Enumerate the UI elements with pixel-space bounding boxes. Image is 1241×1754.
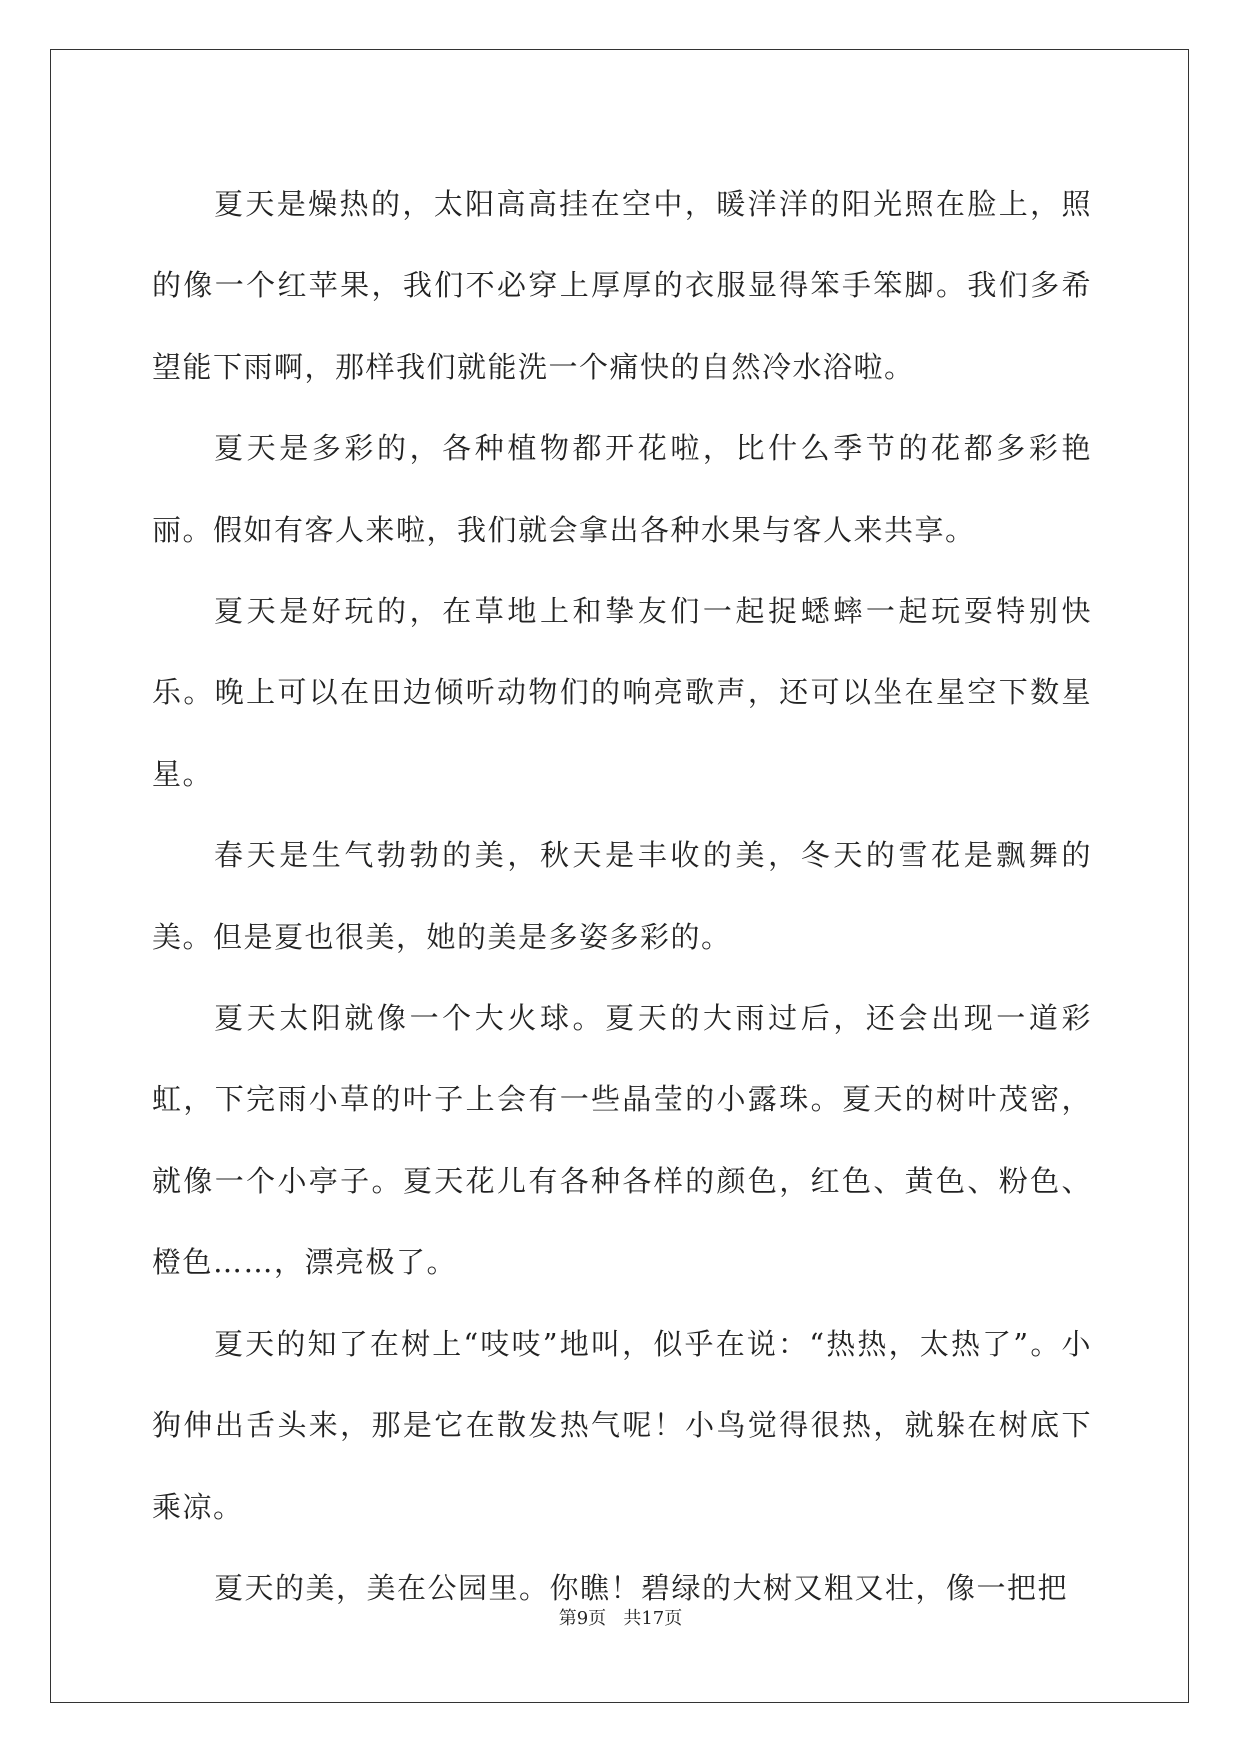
current-page-number: 第9页	[558, 1608, 607, 1629]
paragraph-7: 夏天的美，美在公园里。你瞧！碧绿的大树又粗又壮，像一把把	[214, 1570, 1069, 1605]
paragraph-5: 夏天太阳就像一个大火球。夏天的大雨过后，还会出现一道彩虹，下完雨小草的叶子上会有一些晶莹的小露珠。夏天的树叶茂密，就像一个小亭子。夏天花儿有各种各样的颜色，红色、黄色、粉色、橙色……，漂亮极了。	[152, 1001, 1092, 1280]
page-footer	[0, 1604, 1241, 1630]
paragraph-4: 春天是生气勃勃的美，秋天是丰收的美，冬天的雪花是飘舞的美。但是夏也很美，她的美是多姿多彩的。	[152, 838, 1092, 954]
paragraph-2: 夏天是多彩的，各种植物都开花啦，比什么季节的花都多彩艳丽。假如有客人来啦，我们就会拿出各种水果与客人来共享。	[152, 431, 1092, 547]
paragraph-6: 夏天的知了在树上“吱吱”地叫，似乎在说：“热热，太热了”。小狗伸出舌头来，那是它在散发热气呢！小鸟觉得很热，就躲在树底下乘凉。	[152, 1326, 1092, 1524]
document-body	[152, 164, 1092, 1629]
paragraph-1: 夏天是燥热的，太阳高高挂在空中，暖洋洋的阳光照在脸上，照的像一个红苹果，我们不必穿上厚厚的衣服显得笨手笨脚。我们多希望能下雨啊，那样我们就能洗一个痛快的自然冷水浴啦。	[152, 187, 1092, 384]
total-pages: 共17页	[623, 1608, 683, 1629]
footer-spacer	[606, 1608, 623, 1629]
paragraph-3: 夏天是好玩的，在草地上和挚友们一起捉蟋蟀一起玩耍特别快乐。晚上可以在田边倾听动物们的响亮歌声，还可以坐在星空下数星星。	[152, 594, 1092, 791]
